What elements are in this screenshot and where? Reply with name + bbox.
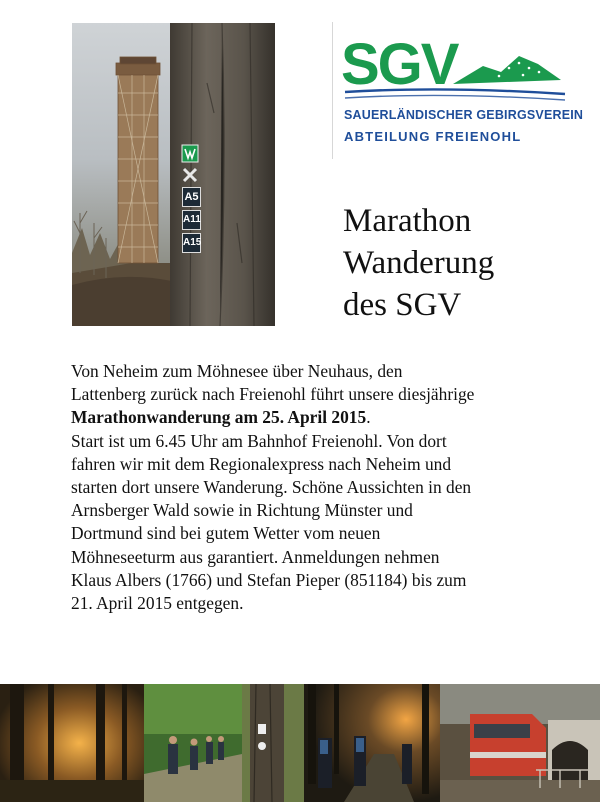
title-line-3: des SGV — [343, 287, 462, 323]
logo-department: ABTEILUNG FREIENOHL — [344, 129, 522, 144]
logo-letters: SGV — [341, 32, 458, 97]
body-line: 21. April 2015 entgegen. — [71, 593, 244, 614]
body-line: Start ist um 6.45 Uhr am Bahnhof Freienohl. Von dort — [71, 430, 447, 451]
event-title — [343, 200, 583, 326]
event-description — [71, 360, 561, 615]
trail-marker-a5: A5 — [182, 187, 201, 207]
body-line: Arnsberger Wald sowie in Richtung Münster und — [71, 500, 413, 521]
trail-marker-a15: A15 — [182, 233, 201, 253]
body-line: fahren wir mit dem Regionalexpress nach Neheim und — [71, 453, 452, 474]
body-line: Dortmund sind bei gutem Wetter vom neuen — [71, 523, 381, 544]
body-line: Klaus Albers (1766) und Stefan Pieper (851184) bis zum — [71, 569, 467, 590]
trail-marker-a11: A11 — [182, 210, 201, 230]
logo-club-name: SAUERLÄNDISCHER GEBIRGSVEREIN — [344, 108, 584, 122]
trail-marker-trunk-photo — [242, 684, 304, 802]
body-line: Von Neheim zum Möhnesee über Neuhaus, den — [71, 361, 403, 381]
photo-strip — [0, 684, 600, 802]
title-line-1: Marathon — [343, 203, 472, 239]
body-line: Möhneseeturm aus garantiert. Anmeldungen nehmen — [71, 546, 440, 567]
hikers-sunset-photo — [304, 684, 440, 802]
body-line: starten dort unsere Wanderung. Schöne Aussichten in den — [71, 477, 472, 498]
event-date-highlight: Marathonwanderung am 25. April 2015 — [71, 407, 367, 428]
sunset-forest-photo — [0, 684, 144, 802]
hikers-forest-photo — [144, 684, 242, 802]
body-line: Lattenberg zurück nach Freienohl führt unsere diesjährige — [71, 384, 475, 405]
regional-train-photo — [440, 684, 600, 802]
body-line-date: Marathonwanderung am 25. April 2015. — [71, 407, 371, 428]
tower-tree-photo — [72, 23, 275, 326]
sgv-logo — [332, 22, 589, 159]
title-line-2: Wanderung — [343, 245, 495, 281]
